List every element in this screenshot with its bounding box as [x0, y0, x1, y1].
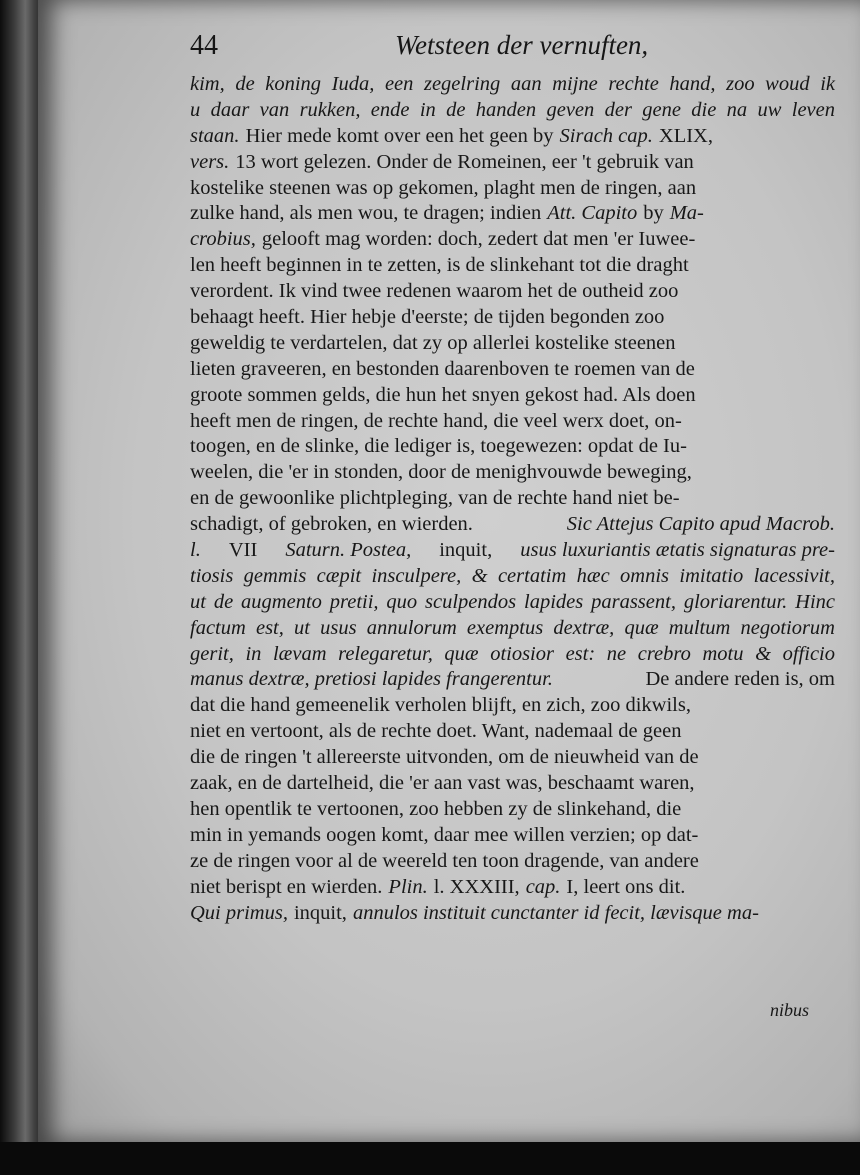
roman-segment: toogen, en de slinke, die lediger is, toegewezen: opdat de Iu-	[190, 435, 687, 458]
roman-segment: zaak, en de dartelheid, die 'er aan vast was, beschaamt waren,	[190, 772, 695, 795]
roman-segment: geweldig te verdartelen, dat zy op allerlei kostelike steenen	[190, 331, 676, 354]
roman-segment: Hier mede komt over een het geen by	[245, 124, 554, 147]
italic-segment: cap.	[525, 875, 561, 898]
text-line	[190, 719, 835, 745]
roman-segment: verordent. Ik vind twee redenen waarom het de outheid zoo	[190, 280, 679, 303]
roman-segment: XLIX,	[658, 124, 713, 147]
roman-segment: kostelike steenen was op gekomen, plaght men de ringen, aan	[190, 176, 697, 199]
italic-segment: u daar van rukken, ende in de handen geven der gene die na uw leven	[190, 98, 835, 121]
roman-segment: inquit,	[439, 539, 493, 562]
text-line	[190, 512, 835, 538]
italic-segment: Att. Capito	[547, 202, 638, 225]
text-line	[190, 667, 835, 693]
roman-segment: lieten graveeren, en bestonden daarenboven te roemen van de	[190, 357, 695, 380]
roman-segment: 13 wort gelezen. Onder de Romeinen, eer 't gebruik van	[235, 150, 694, 173]
text-line	[190, 409, 835, 435]
italic-segment: Sic Attejus Capito apud Macrob.	[566, 513, 835, 536]
italic-segment: l.	[190, 539, 201, 562]
roman-segment: gelooft mag worden: doch, zedert dat men 'er Iuwee-	[261, 228, 696, 251]
roman-segment: behaagt heeft. Hier hebje d'eerste; de tijden begonden zoo	[190, 306, 665, 329]
text-line	[190, 150, 835, 176]
text-line	[190, 176, 835, 202]
text-line	[190, 849, 835, 875]
roman-segment: heeft men de ringen, de rechte hand, die veel werx doet, on-	[190, 409, 682, 432]
italic-segment: ut de augmento pretii, quo sculpendos lapides parassent, gloriarentur. Hinc	[190, 590, 835, 613]
roman-segment: De andere reden is, om	[645, 668, 835, 691]
scan-bottom-edge	[0, 1142, 860, 1175]
italic-segment: crobius,	[190, 228, 256, 251]
text-line	[190, 98, 835, 124]
text-line	[190, 357, 835, 383]
italic-segment: tiosis gemmis cæpit insculpere, & certatim hæc omnis imitatio lacessivit,	[190, 564, 835, 587]
roman-segment: I, leert ons dit.	[566, 875, 686, 898]
roman-segment: en de gewoonlike plichtpleging, van de rechte hand niet be-	[190, 487, 680, 510]
roman-segment: min in yemands oogen komt, daar mee willen verzien; op dat-	[190, 823, 699, 846]
roman-segment: dat die hand gemeenelik verholen blijft, en zich, zoo dikwils,	[190, 694, 691, 717]
roman-segment: zulke hand, als men wou, te dragen; indien	[190, 202, 542, 225]
roman-segment: inquit,	[293, 901, 347, 924]
italic-segment: gerit, in lævam relegaretur, quæ otiosior est: ne crebro motu & officio	[190, 642, 835, 665]
italic-segment: vers.	[190, 150, 230, 173]
text-line	[190, 486, 835, 512]
italic-segment: Plin.	[388, 875, 428, 898]
text-line	[190, 253, 835, 279]
text-line	[190, 616, 835, 642]
text-line	[190, 693, 835, 719]
text-line	[190, 460, 835, 486]
text-line	[190, 797, 835, 823]
text-line	[190, 124, 835, 150]
text-line	[190, 875, 835, 901]
italic-segment: factum est, ut usus annulorum exemptus dextræ, quæ multum negotiorum	[190, 616, 835, 639]
roman-segment: niet en vertoont, als de rechte doet. Want, nademaal de geen	[190, 720, 682, 743]
roman-segment: len heeft beginnen in te zetten, is de slinkehant tot die draght	[190, 254, 689, 277]
roman-segment: l. XXXIII,	[433, 875, 520, 898]
roman-segment: VII	[228, 539, 258, 562]
italic-segment: manus dextræ, pretiosi lapides frangerentur.	[190, 668, 553, 691]
page-header	[190, 30, 830, 70]
text-line	[190, 331, 835, 357]
text-line	[190, 823, 835, 849]
italic-segment: staan.	[190, 124, 240, 147]
text-line	[190, 227, 835, 253]
italic-segment: annulos instituit cunctanter id fecit, lævisque ma-	[352, 901, 759, 924]
text-line	[190, 538, 835, 564]
text-line	[190, 642, 835, 668]
roman-segment: groote sommen gelds, die hun het snyen gekost had. Als doen	[190, 383, 696, 406]
text-line	[190, 305, 835, 331]
text-line	[190, 590, 835, 616]
italic-segment: Ma-	[669, 202, 704, 225]
text-line	[190, 201, 835, 227]
italic-segment: Sirach cap.	[559, 124, 653, 147]
text-line	[190, 745, 835, 771]
text-line	[190, 564, 835, 590]
italic-segment: usus luxuriantis ætatis signaturas pre-	[520, 539, 835, 562]
roman-segment: niet berispt en wierden.	[190, 875, 383, 898]
body-text	[190, 72, 835, 926]
roman-segment: schadigt, of gebroken, en wierden.	[190, 513, 473, 536]
running-title: Wetsteen der vernuften,	[395, 30, 649, 60]
roman-segment: hen opentlik te vertoonen, zoo hebben zy de slinkehand, die	[190, 797, 682, 820]
text-line	[190, 901, 835, 927]
roman-segment: die de ringen 't allereerste uitvonden, om de nieuwheid van de	[190, 746, 699, 769]
italic-segment: Qui primus,	[190, 901, 288, 924]
text-line	[190, 771, 835, 797]
page-number: 44	[190, 30, 218, 61]
italic-segment: Saturn. Postea,	[285, 539, 412, 562]
roman-segment: by	[643, 202, 664, 225]
text-line	[190, 383, 835, 409]
text-line	[190, 279, 835, 305]
roman-segment: weelen, die 'er in stonden, door de menighvouwde beweging,	[190, 461, 692, 484]
catchword: nibus	[770, 1000, 810, 1020]
italic-segment: kim, de koning Iuda, een zegelring aan mijne rechte hand, zoo woud ik	[190, 73, 835, 95]
roman-segment: ze de ringen voor al de weereld ten toon dragende, van andere	[190, 849, 699, 872]
text-line	[190, 72, 835, 98]
text-line	[190, 434, 835, 460]
